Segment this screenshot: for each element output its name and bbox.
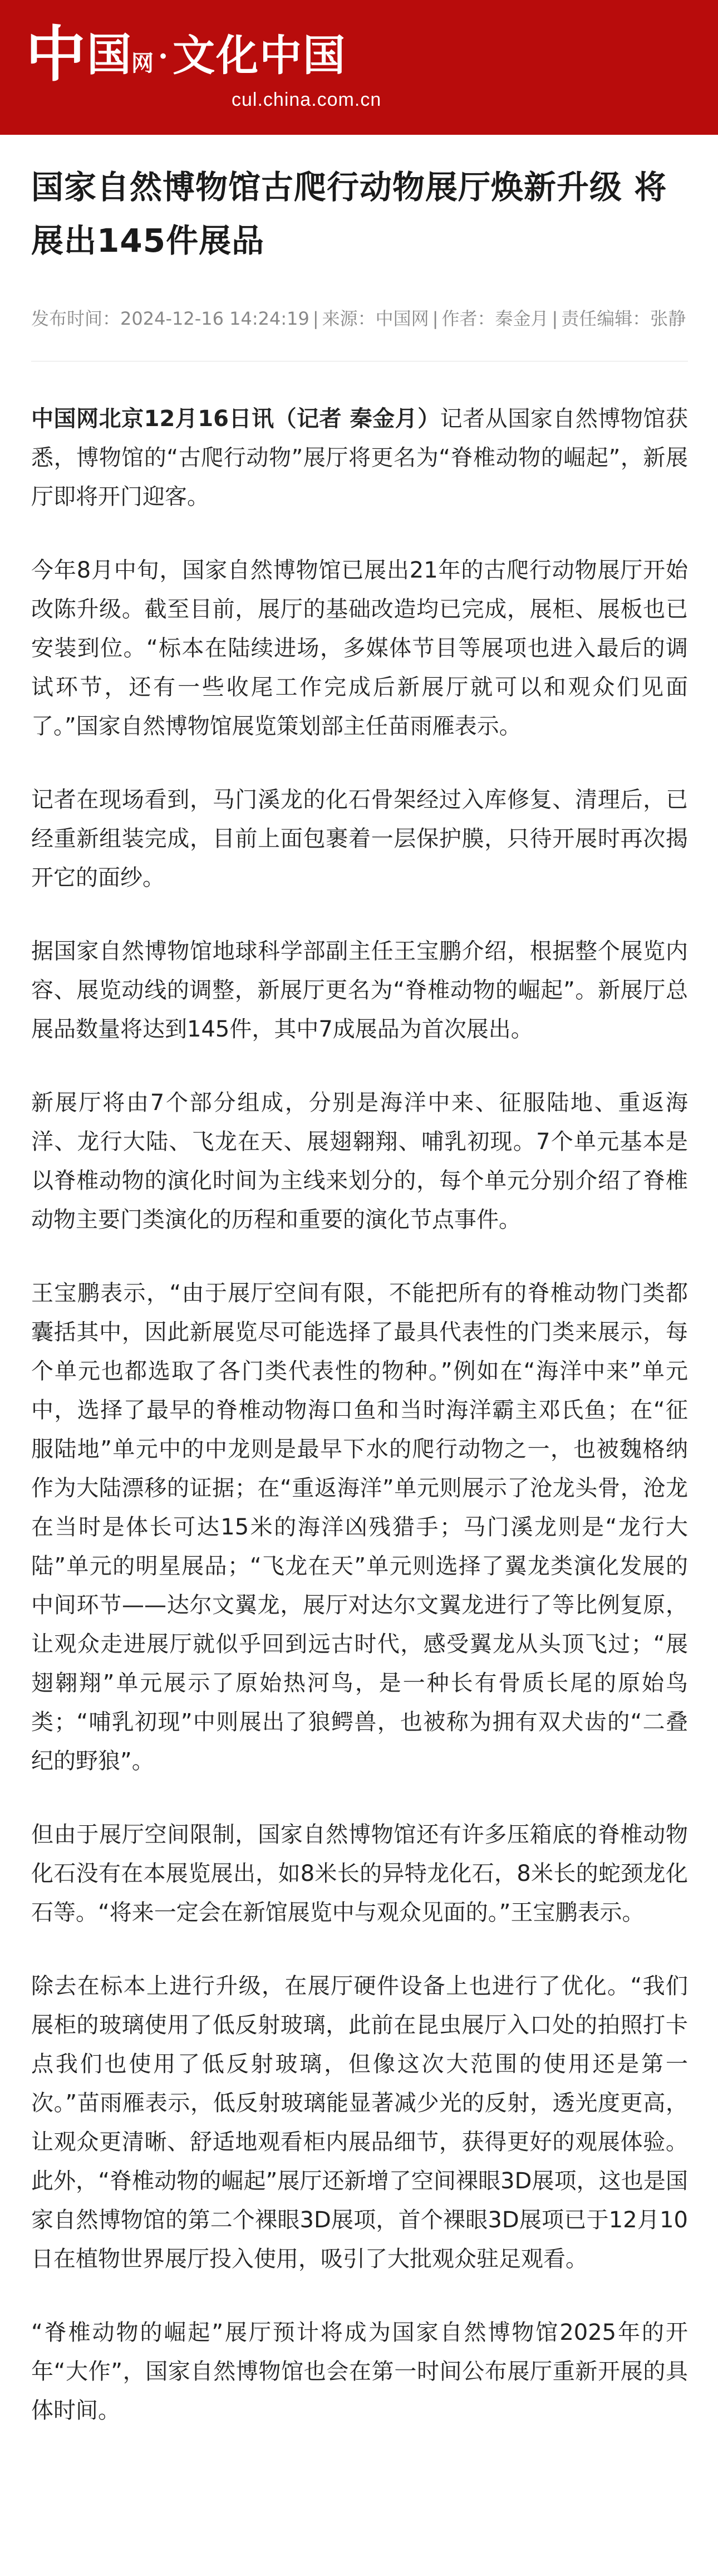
meta-separator: | (552, 308, 558, 329)
logo-domain: cul.china.com.cn (232, 89, 382, 110)
paragraph-8: 除去在标本上进行升级，在展厅硬件设备上也进行了优化。“我们展柜的玻璃使用了低反射玻璃，此前在昆虫展厅入口处的拍照打卡点我们也使用了低反射玻璃，但像这次大范围的使用还是第一次。”苗雨雁表示，低反射玻璃能显著减少光的反射，透光度更高，让观众更清晰、舒适地观看柜内展品细节，获得更好的观展体验。此外，“脊椎动物的崛起”展厅还新增了空间裸眼3D展项，这也是国家自然博物馆的第二个裸眼3D展项，首个裸眼3D展项已于12月10日在植物世界展厅投入使用，吸引了大批观众驻足观看。 (31, 1973, 688, 2272)
meta-separator: | (432, 308, 439, 329)
logo-zhong: 中 (26, 19, 84, 90)
editor-label: 责任编辑： (561, 308, 651, 329)
paragraph-5: 新展厅将由7个部分组成，分别是海洋中来、征服陆地、重返海洋、龙行大陆、飞龙在天、展翅翱翔、哺乳初现。7个单元基本是以脊椎动物的演化时间为主线来划分的，每个单元分别介绍了脊椎动物主要门类演化的历程和重要的演化节点事件。 (31, 1090, 688, 1233)
editor-value: 张静 (650, 308, 686, 329)
article-title: 国家自然博物馆古爬行动物展厅焕新升级 将展出145件展品 (31, 168, 667, 260)
paragraph-6: 王宝鹏表示，“由于展厅空间有限，不能把所有的脊椎动物门类都囊括其中，因此新展览尽可能选择了最具代表性的门类来展示，每个单元也都选取了各门类代表性的物种。”例如在“海洋中来”单元中，选择了最早的脊椎动物海口鱼和当时海洋霸主邓氏鱼；在“征服陆地”单元中的中龙则是最早下水的爬行动物之一，也被魏格纳作为大陆漂移的证据；在“重返海洋”单元则展示了沧龙头骨，沧龙在当时是体长可达15米的海洋凶残猎手；马门溪龙则是“龙行大陆”单元的明星展品；“飞龙在天”单元则选择了翼龙类演化发展的中间环节——达尔文翼龙，展厅对达尔文翼龙进行了等比例复原，让观众走进展厅就似乎回到远古时代，感受翼龙从头顶飞过；“展翅翱翔”单元展示了原始热河鸟，是一种长有骨质长尾的原始鸟类；“哺乳初现”中则展出了狼鳄兽，也被称为拥有双犬齿的“二叠纪的野狼”。 (31, 1280, 688, 1774)
paragraph-9: “脊椎动物的崛起”展厅预计将成为国家自然博物馆2025年的开年“大作”，国家自然博物馆也会在第一时间公布展厅重新开展的具体时间。 (31, 2320, 688, 2423)
logo-dot: · (158, 40, 169, 74)
paragraph-2: 今年8月中旬，国家自然博物馆已展出21年的古爬行动物展厅开始改陈升级。截至目前，展厅的基础改造均已完成，展柜、展板也已安装到位。“标本在陆续进场，多媒体节目等展项也进入最后的调试环节，还有一些收尾工作完成后新展厅就可以和观众们见面了。”国家自然博物馆展览策划部主任苗雨雁表示。 (31, 558, 688, 739)
article (0, 160, 718, 2430)
site-header (0, 0, 718, 135)
author-label: 作者： (441, 308, 495, 329)
paragraph-4: 据国家自然博物馆地球科学部副主任王宝鹏介绍，根据整个展览内容、展览动线的调整，新展厅更名为“脊椎动物的崛起”。新展厅总展品数量将达到145件，其中7成展品为首次展出。 (31, 938, 688, 1042)
logo-wenhua: 文化中国 (173, 31, 347, 80)
article-meta (31, 300, 688, 338)
dateline-lead: 中国网北京12月16日讯（记者 秦金月） (31, 406, 440, 432)
source-value: 中国网 (375, 308, 429, 329)
source-label: 来源： (322, 308, 376, 329)
site-logo[interactable] (26, 19, 347, 90)
logo-wang: 网 (131, 50, 154, 76)
article-body (31, 399, 688, 2430)
publish-time-value: 2024-12-16 14:24:19 (120, 308, 309, 329)
logo-main (87, 28, 347, 81)
paragraph-1-text: 记者从国家自然博物馆获悉，博物馆的“古爬行动物”展厅将更名为“脊椎动物的崛起”，新展厅即将开门迎客。 (31, 406, 688, 510)
paragraph-1 (31, 399, 688, 516)
paragraph-3: 记者在现场看到，马门溪龙的化石骨架经过入库修复、清理后，已经重新组装完成，目前上面包裹着一层保护膜，只待开展时再次揭开它的面纱。 (31, 787, 688, 891)
meta-separator: | (312, 308, 319, 329)
logo-guo: 国 (87, 28, 131, 81)
logo-side (87, 25, 347, 81)
publish-time-label: 发布时间： (31, 308, 121, 329)
author-value: 秦金月 (495, 308, 549, 329)
paragraph-7: 但由于展厅空间限制，国家自然博物馆还有许多压箱底的脊椎动物化石没有在本展览展出，如8米长的异特龙化石，8米长的蛇颈龙化石等。“将来一定会在新馆展览中与观众见面的。”王宝鹏表示。 (31, 1822, 688, 1925)
